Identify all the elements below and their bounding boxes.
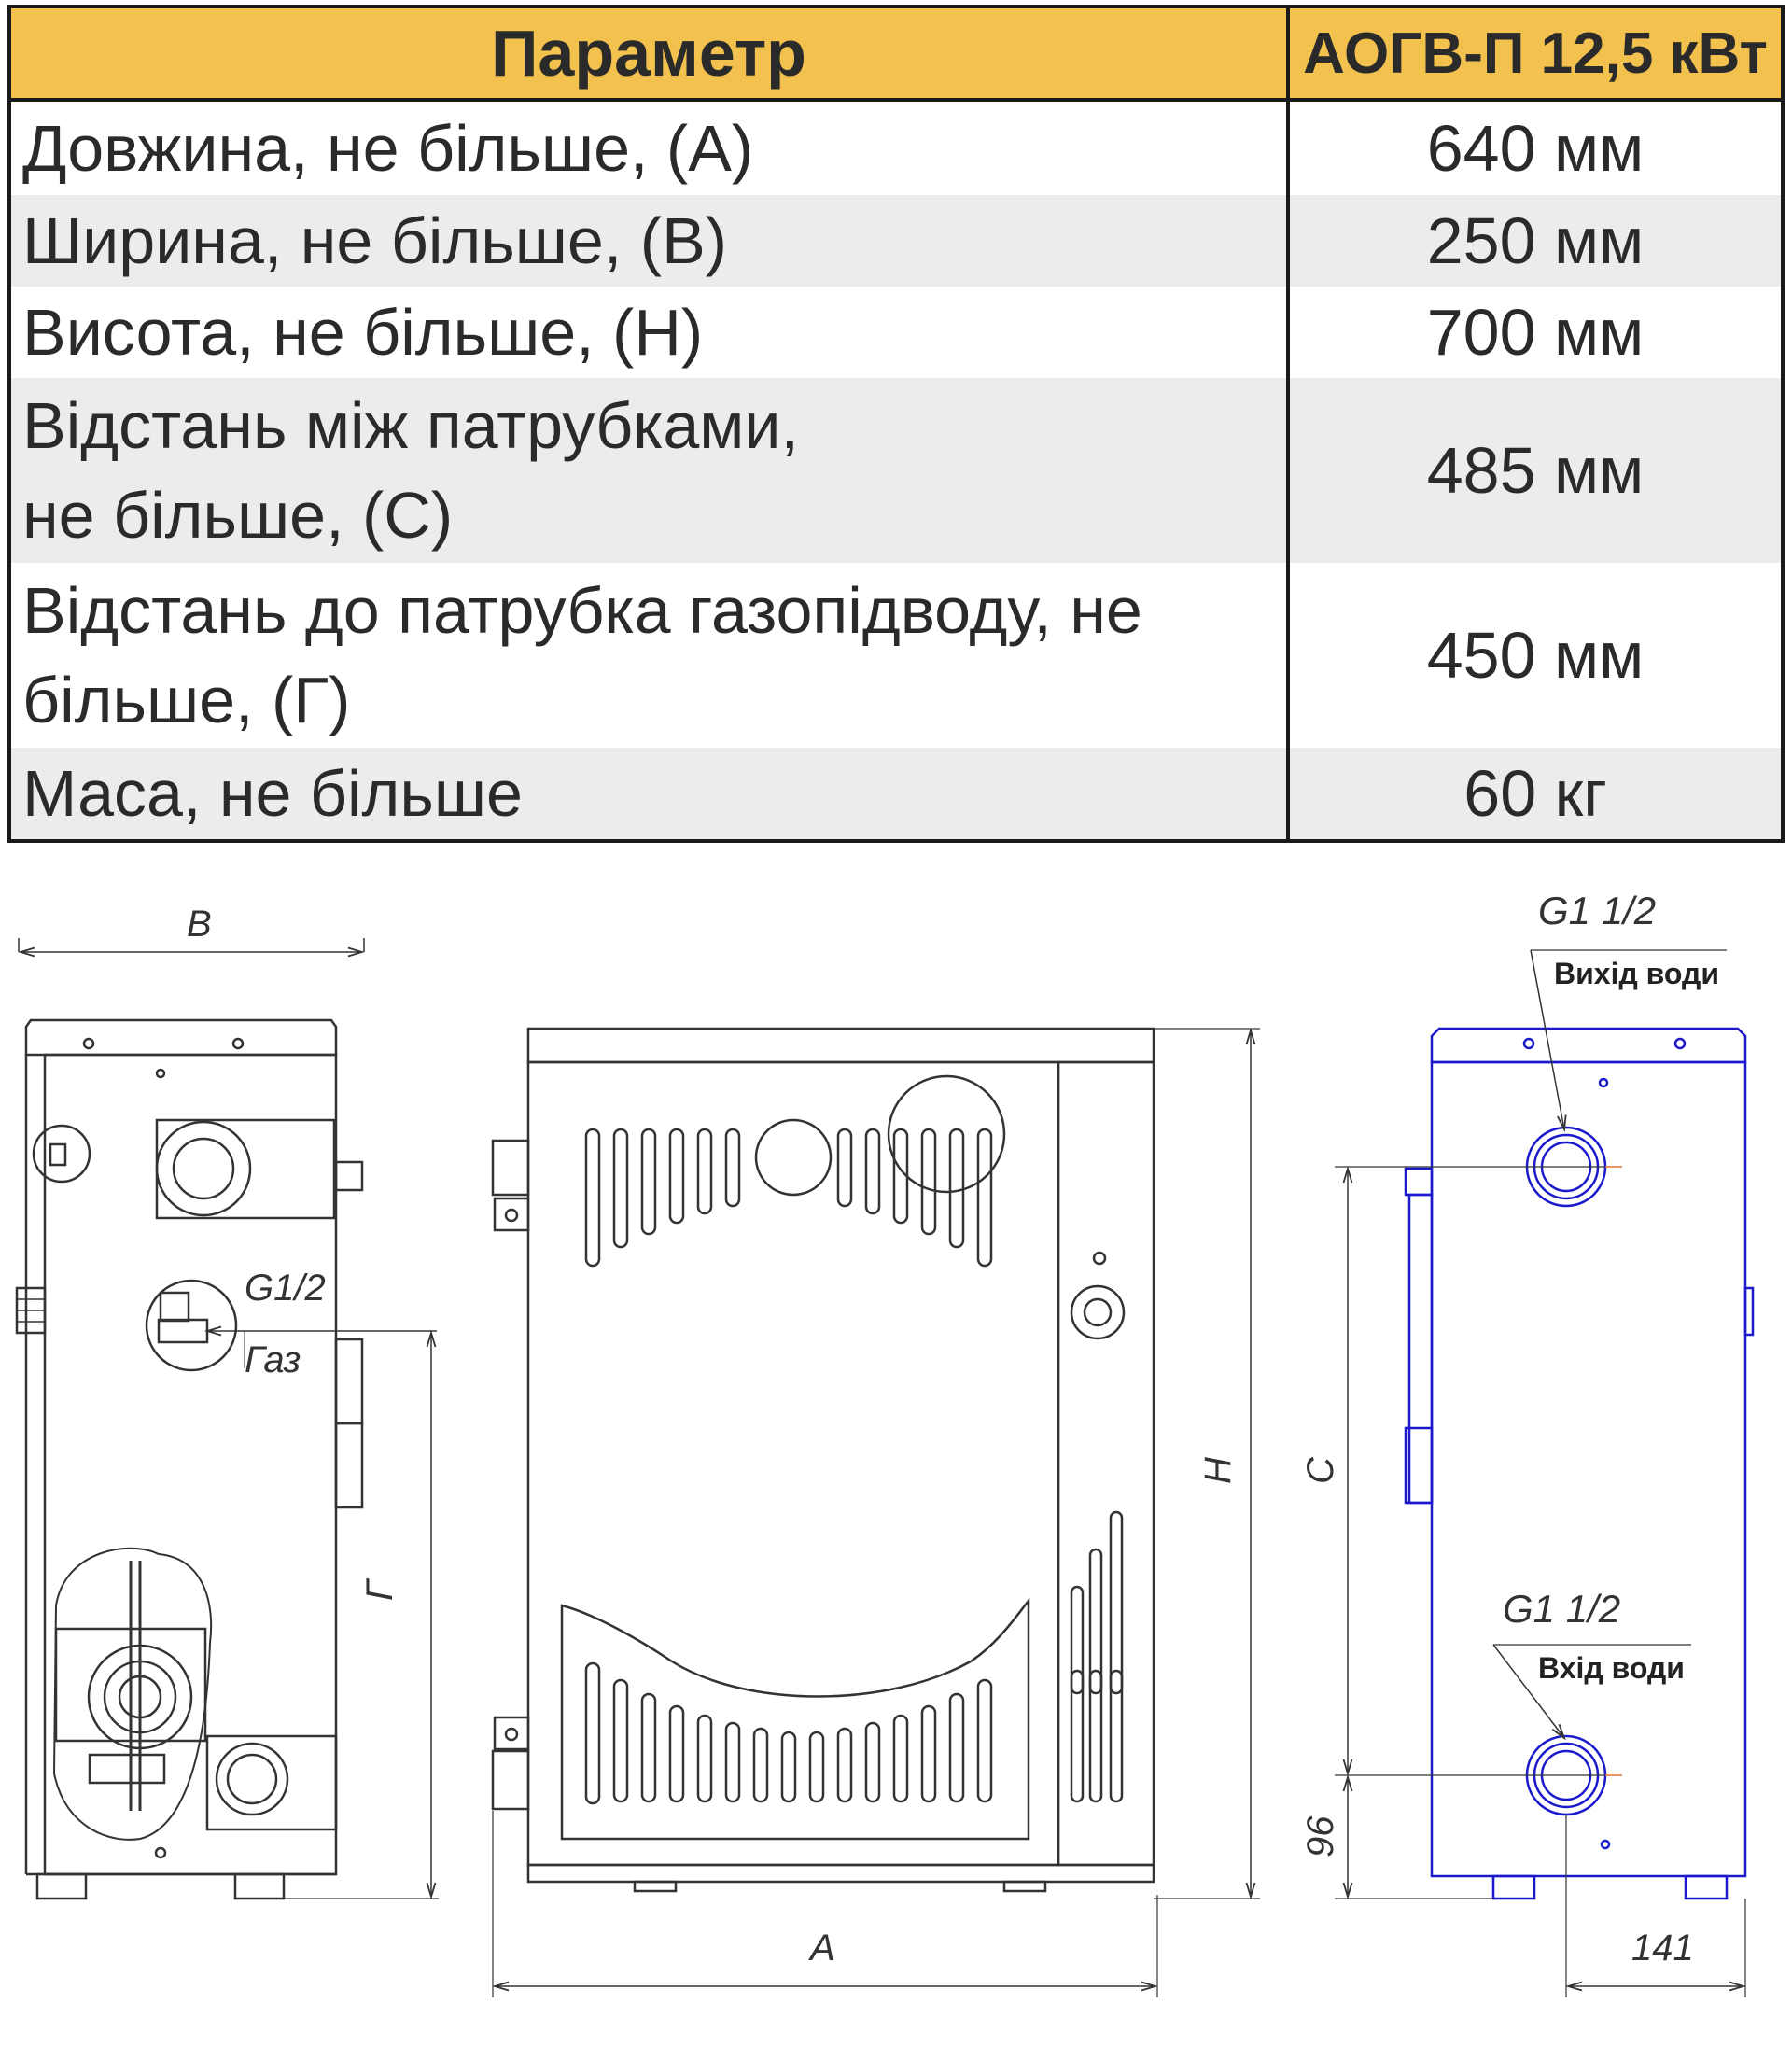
row-value: 640 мм <box>1426 112 1645 185</box>
row-param: Довжина, не більше, (А) <box>9 100 1288 195</box>
outlet-label: Вихід води <box>1554 957 1720 990</box>
front-view <box>493 1029 1260 1997</box>
gas-thread-label: G1/2 <box>245 1268 326 1309</box>
row-value: 250 мм <box>1288 195 1783 287</box>
dim-b-label: B <box>187 904 212 945</box>
row-param: Ширина, не більше, (В) <box>9 195 1288 287</box>
row-param-line2: більше, (Г) <box>22 664 351 736</box>
dim-g-label: Г <box>359 1580 400 1601</box>
header-param: Параметр <box>9 7 1288 100</box>
back-view <box>17 938 439 1899</box>
row-param-line2: не більше, (С) <box>22 479 454 552</box>
row-value: 700 мм <box>1426 296 1645 369</box>
row-param-line1: Відстань до патрубка газопідводу, не <box>22 574 1142 647</box>
row-param: Висота, не більше, (Н) <box>9 287 1288 378</box>
inlet-thread-label: G1 1/2 <box>1503 1587 1621 1631</box>
row-param-line1: Відстань між патрубками, <box>22 389 799 462</box>
outlet-thread-label: G1 1/2 <box>1538 889 1657 932</box>
row-value: 450 мм <box>1426 619 1645 692</box>
dim-h-label: H <box>1197 1457 1239 1484</box>
row-value: 60 кг <box>1288 748 1783 841</box>
row-param: Маса, не більше <box>9 748 1288 841</box>
gas-label: Газ <box>245 1339 301 1380</box>
inlet-label: Вхід води <box>1538 1651 1685 1685</box>
dim-96-label: 96 <box>1300 1815 1341 1857</box>
dim-a-label: A <box>810 1927 835 1969</box>
dim-141-label: 141 <box>1631 1927 1694 1969</box>
header-model: АОГВ-П 12,5 кВт <box>1288 7 1783 100</box>
dim-c-label: C <box>1300 1457 1341 1484</box>
side-view <box>1335 950 1753 1997</box>
row-value: 485 мм <box>1288 378 1783 563</box>
